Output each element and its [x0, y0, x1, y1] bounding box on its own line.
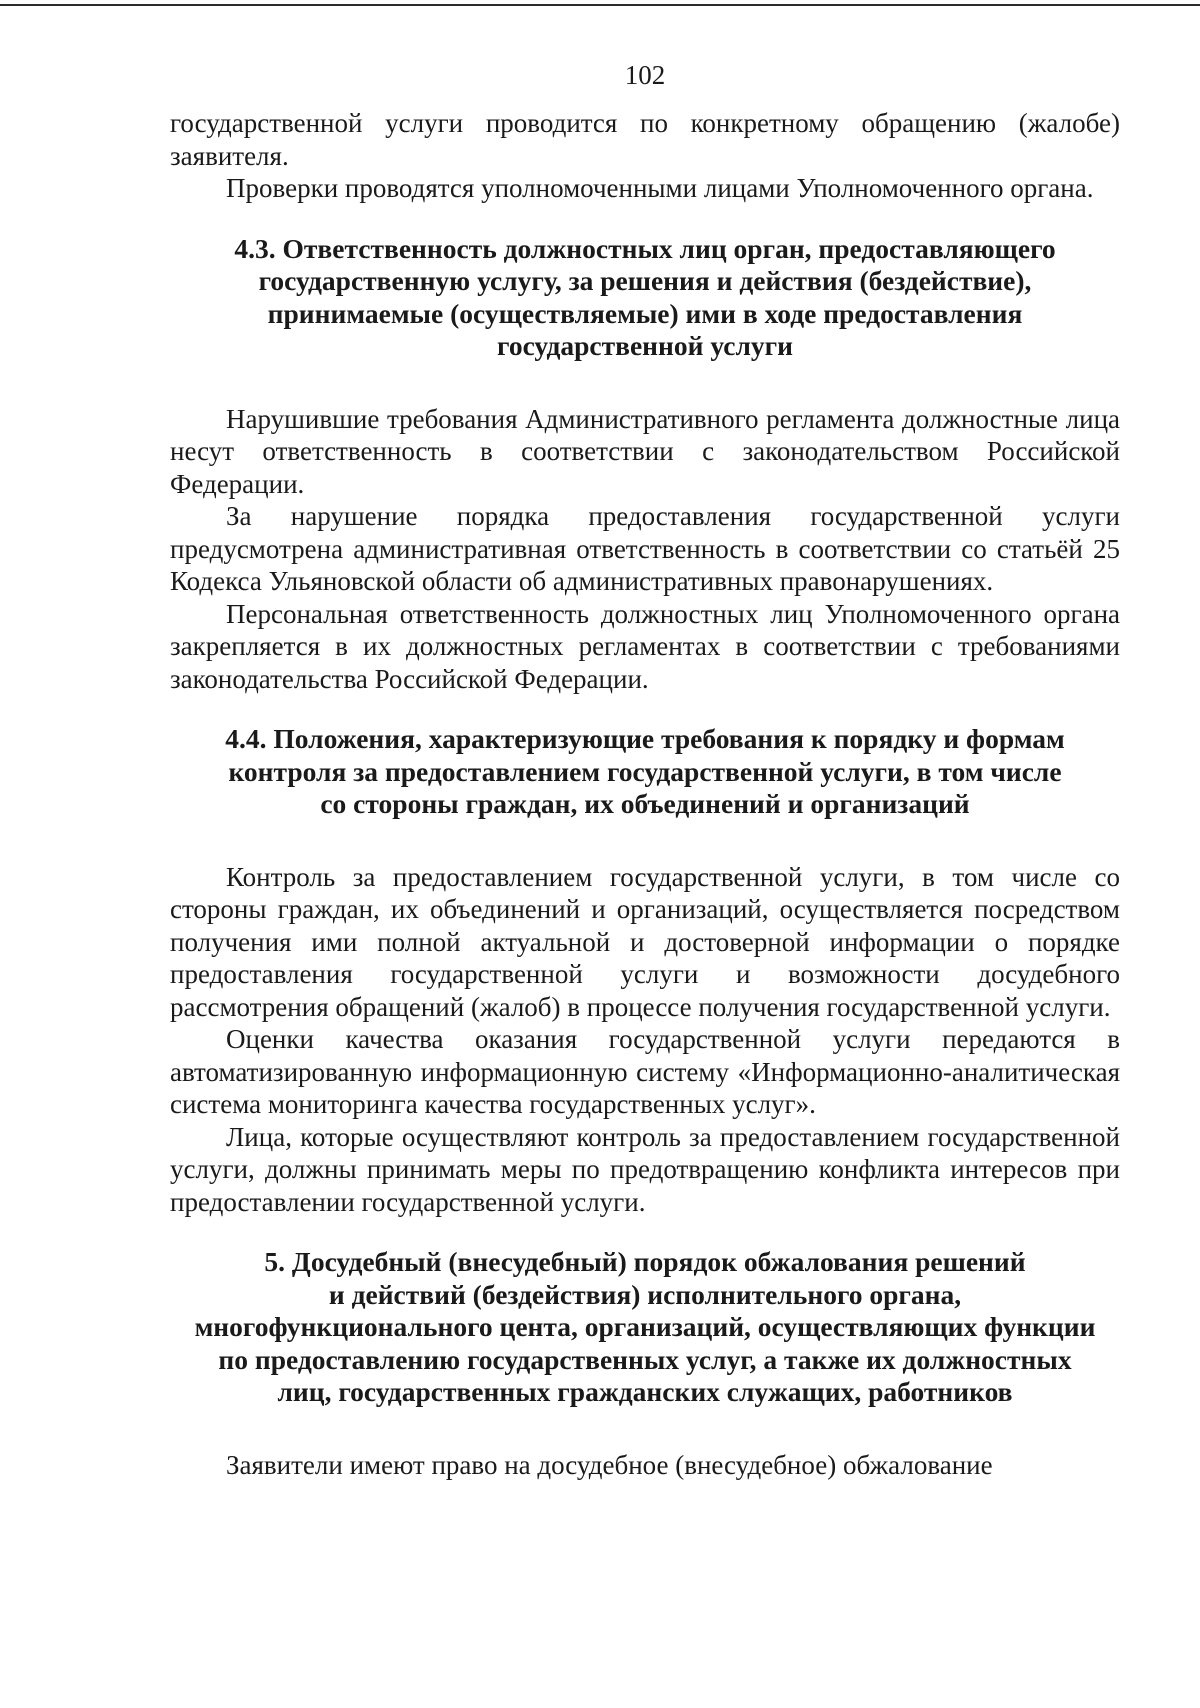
heading-line: многофункционального цента, организаций, осуществляющих функции	[194, 1311, 1096, 1342]
heading-line: со стороны граждан, их объединений и организаций	[320, 788, 970, 819]
paragraph: Контроль за предоставлением государственной услуги, в том числе со стороны граждан, их объединений и организаций, осуществляется посредством получения ими полной актуальной и достоверной информации о порядке предоставления государственной услуги и возможности досудебного рассмотрения обращений (жалоб) в процессе получения государственной услуги.	[170, 861, 1120, 1022]
heading-line: 5. Досудебный (внесудебный) порядок обжалования решений	[264, 1246, 1026, 1277]
paragraph: За нарушение порядка предоставления государственной услуги предусмотрена административная ответственность в соответствии со статьёй 25 Кодекса Ульяновской области об административных правонарушениях.	[170, 501, 1120, 596]
heading-line: контроля за предоставлением государственной услуги, в том числе	[228, 755, 1062, 787]
heading-line: и действий (бездействия) исполнительного органа,	[328, 1278, 962, 1310]
paragraph: Проверки проводятся уполномоченными лицами Уполномоченного органа.	[226, 173, 1094, 203]
heading-line: лиц, государственных гражданских служащих, работников	[277, 1376, 1013, 1407]
section-heading-5	[170, 1246, 1120, 1409]
paragraph: Оценки качества оказания государственной услуги передаются в автоматизированную информационную систему «Информационно-аналитическая система мониторинга качества государственных услуг».	[170, 1024, 1120, 1119]
heading-line: 4.3. Ответственность должностных лиц орган, предоставляющего	[234, 232, 1056, 264]
paragraph: Персональная ответственность должностных лиц Уполномоченного органа закрепляется в их должностных регламентах в соответствии с требованиями законодательства Российской Федерации.	[170, 598, 1120, 694]
paragraph: государственной услуги проводится по конкретному обращению (жалобе) заявителя.	[170, 108, 1120, 171]
heading-line: государственную услугу, за решения и действия (бездействие),	[258, 265, 1032, 296]
paragraph: Заявители имеют право на досудебное (внесудебное) обжалование	[226, 1449, 993, 1480]
document-page	[170, 62, 1120, 1481]
page-number: 102	[624, 60, 666, 90]
heading-line: по предоставлению государственных услуг, а также их должностных	[218, 1343, 1072, 1375]
heading-line: принимаемые (осуществляемые) ими в ходе предоставления	[267, 297, 1023, 329]
paragraph: Лица, которые осуществляют контроль за предоставлением государственной услуги, должны принимать меры по предотвращению конфликта интересов при предоставлении государственной услуги.	[170, 1121, 1120, 1217]
heading-line: 4.4. Положения, характеризующие требования к порядку и формам	[225, 723, 1065, 754]
section-heading-4-4	[170, 723, 1120, 821]
paragraph: Нарушившие требования Административного регламента должностные лица несут ответственность в соответствии с законодательством Российской Федерации.	[170, 403, 1120, 499]
section-heading-4-3	[170, 233, 1120, 363]
heading-line: государственной услуги	[497, 330, 793, 361]
top-border-rule	[0, 4, 1200, 6]
